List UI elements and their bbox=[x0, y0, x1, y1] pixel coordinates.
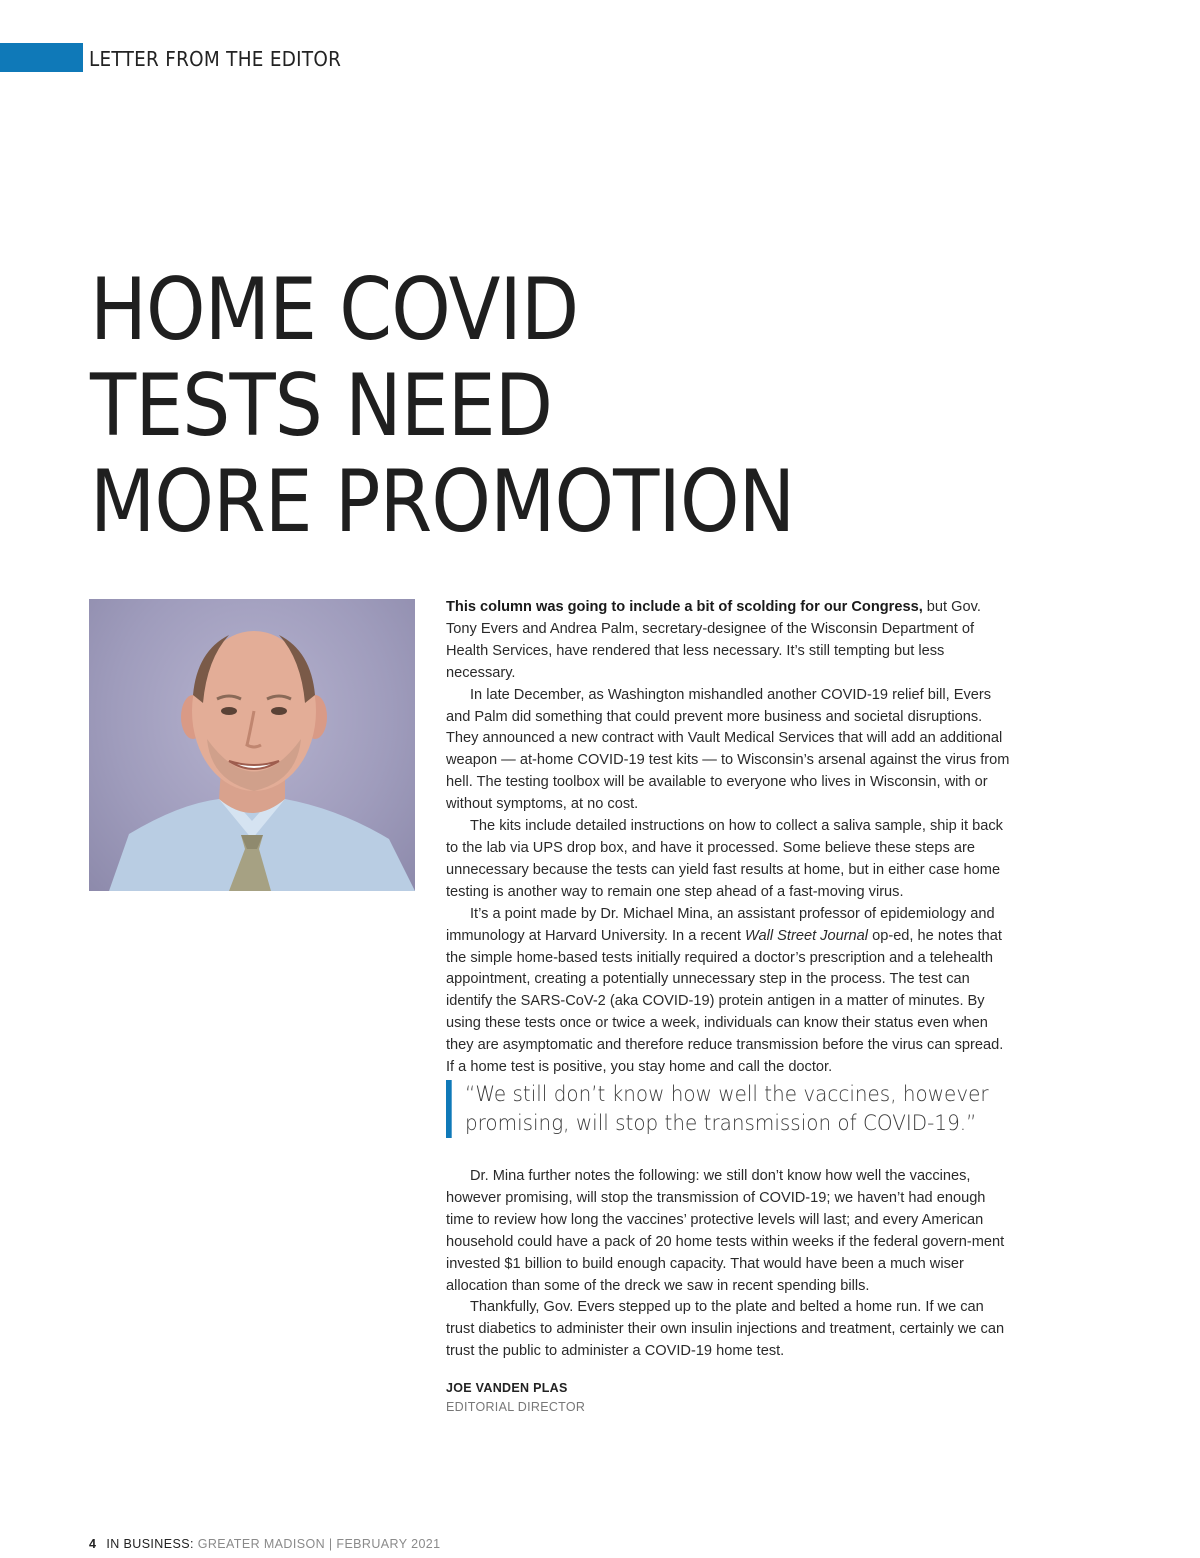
paragraph-1-text: but Gov. Tony Evers and Andrea Palm, secretary-designee of the Wisconsin Department of Health Services, have rendered that less necessary. It’s still tempting but less necessary. bbox=[446, 599, 981, 681]
issue-info: GREATER MADISON | FEBRUARY 2021 bbox=[197, 1537, 441, 1551]
page-footer bbox=[89, 1537, 441, 1551]
paragraph-1 bbox=[446, 597, 1012, 685]
paragraph-6: Thankfully, Gov. Evers stepped up to the plate and belted a home run. If we can trust diabetics to administer their own insulin injections and treatment, certainly we can trust the public to administer a COVID-19 home test. bbox=[446, 1299, 1005, 1360]
publication-title: IN BUSINESS: bbox=[106, 1537, 194, 1551]
paragraph-4-text-b: op-ed, he notes that the simple home-based tests initially required a doctor’s prescription and a telehealth appointment, creating a potentially unnecessary step in the process. The test can identify the SARS-CoV-2 (aka COVID-19) protein antigen in a matter of minutes. By using these tests once or twice a week, individuals can know their status even when they are asymptomatic and therefore reduce transmission before the virus can spread. If a home test is positive, you stay home and call the doctor. bbox=[446, 927, 1004, 1076]
publication-name: Wall Street Journal bbox=[745, 927, 869, 944]
headline-line-2: TESTS NEED bbox=[90, 356, 553, 456]
headline-line-1: HOME COVID bbox=[90, 260, 579, 360]
paragraph-2: In late December, as Washington mishandled another COVID-19 relief bill, Evers and Palm did something that could prevent more business and societal disruptions. They announced a new contract with Vault Medical Services that will add an additional weapon — at-home COVID-19 test kits — to Wisconsin’s arsenal against the virus from hell. The testing toolbox will be available to everyone who lives in Wisconsin, with or without symptoms, at no cost. bbox=[446, 686, 1010, 813]
article-body-continued bbox=[446, 1166, 1012, 1363]
section-label: LETTER FROM THE EDITOR bbox=[89, 47, 342, 71]
pull-quote: “We still don’t know how well the vaccines, however promising, will stop the transmission of COVID-19.” bbox=[446, 1080, 997, 1138]
article-body bbox=[446, 597, 1012, 1079]
page-number: 4 bbox=[89, 1537, 97, 1551]
paragraph-5: Dr. Mina further notes the following: we still don’t know how well the vaccines, however promising, will stop the transmission of COVID-19; we haven’t had enough time to review how long the vaccines’ protective levels will last; and every American household could have a pack of 20 home tests within weeks if the federal govern-ment invested $1 billion to build enough capacity. That would have been a much wiser allocation than some of the dreck we saw in recent spending bills. bbox=[446, 1168, 1005, 1294]
section-accent-bar bbox=[0, 43, 83, 72]
paragraph-4-text-a: It’s a point made by Dr. Michael Mina, an assistant professor of epidemiology and immunology at Harvard University. In a recent bbox=[446, 905, 995, 944]
headline-line-3: MORE PROMOTION bbox=[90, 452, 795, 552]
portrait-illustration bbox=[89, 599, 415, 891]
paragraph-4 bbox=[446, 904, 1012, 1079]
editor-portrait-photo bbox=[89, 599, 415, 891]
author-name: JOE VANDEN PLAS bbox=[446, 1381, 568, 1395]
paragraph-3: The kits include detailed instructions on how to collect a saliva sample, ship it back to the lab via UPS drop box, and have it processed. Some believe these steps are unnecessary because the tests can yield fast results at home, but in either case home testing is another way to remain one step ahead of a fast-moving virus. bbox=[446, 818, 1003, 900]
headline bbox=[90, 262, 794, 550]
author-title: EDITORIAL DIRECTOR bbox=[446, 1400, 586, 1414]
lead-in: This column was going to include a bit of scolding for our Congress, bbox=[446, 599, 923, 615]
